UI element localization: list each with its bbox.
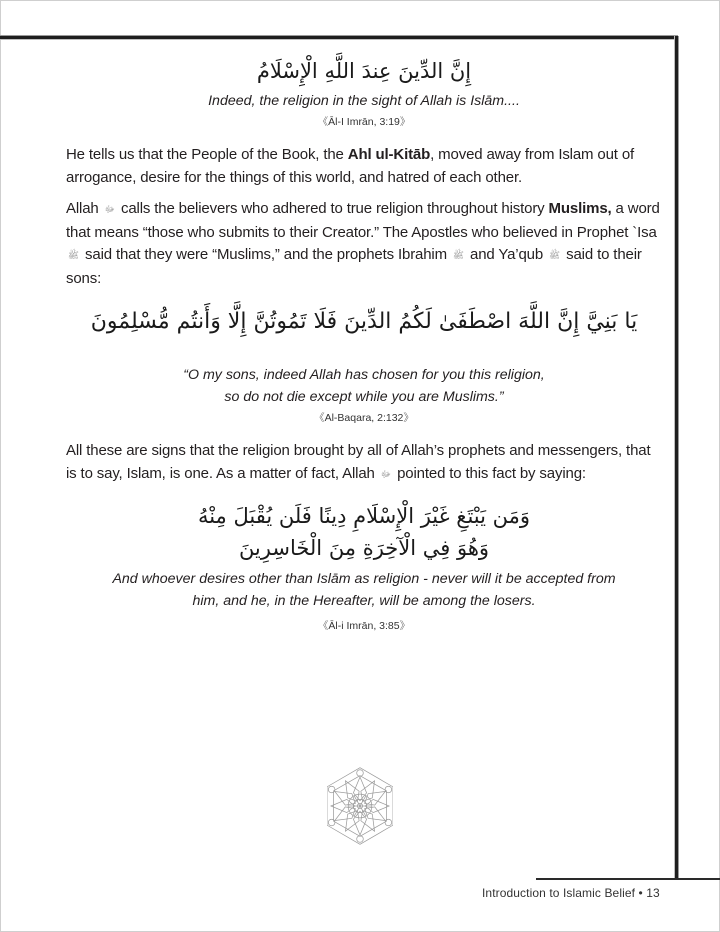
mandala-ornament-icon (327, 765, 393, 847)
frame-right-border (675, 36, 678, 879)
verse-reference: 《Āl-I Imrān, 3:19》 (317, 116, 411, 128)
honorific-icon: ﷺ (549, 251, 560, 261)
verse-block-2 (66, 302, 662, 426)
text: and Ya’qub (465, 246, 544, 263)
verse-translation-line: him, and he, in the Hereafter, will be among the losers. (192, 593, 536, 609)
page-footer (482, 886, 710, 900)
honorific-icon: ﷺ (453, 251, 464, 261)
text: He tells us that the People of the Book, the (66, 146, 348, 163)
text: said to their sons: (66, 246, 642, 287)
bold-term: Muslims, (548, 200, 612, 217)
text: a word that means “those who submits to their Creator.” The Apostles who believed in Prophet `Isa (66, 200, 660, 241)
honorific-icon: ﷻ (104, 205, 115, 215)
text: pointed to this fact by saying: (392, 464, 586, 482)
arabic-verse-line: وَهُوَ فِي الْآخِرَةِ مِنَ الْخَاسِرِينَ (238, 536, 490, 560)
paragraph-islam-is-one (66, 440, 662, 486)
paragraph-ahl-ul-kitab (66, 144, 662, 189)
bold-term: Ahl ul-Kitāb (347, 146, 431, 163)
verse-reference: 《Al-Baqara, 2:132》 (314, 412, 414, 424)
text: Allah (66, 200, 99, 217)
verse-block-3 (66, 500, 662, 634)
arabic-verse: يَا بَنِيَّ إِنَّ اللَّهَ اصْطَفَىٰ لَكُمُ الدِّينَ فَلَا تَمُوتُنَّ إِلَّا وَأَنتُم مُّسْلِمُونَ (90, 309, 638, 334)
text: All these are signs that the religion brought by all of Allah’s prophets and messengers, that is to say, Islam, is one. As a matter of fact, Allah (66, 442, 651, 482)
separator-dot: • (638, 886, 643, 900)
arabic-verse-line: وَمَن يَبْتَغِ غَيْرَ الْإِسْلَامِ دِينًا فَلَن يُقْبَلَ مِنْهُ (197, 504, 531, 528)
verse-translation-line: And whoever desires other than Islām as religion - never will it be accepted from (112, 571, 616, 587)
frame-top-border (0, 36, 678, 39)
footer-rule (536, 878, 720, 880)
verse-translation: Indeed, the religion in the sight of Allah is Islām.... (208, 93, 520, 109)
arabic-verse: إِنَّ الدِّينَ عِندَ اللَّهِ الْإِسْلَامُ (256, 59, 472, 83)
book-title: Introduction to Islamic Belief (482, 886, 636, 900)
honorific-icon: ﷺ (68, 251, 79, 261)
verse-translation-line: “O my sons, indeed Allah has chosen for you this religion, (183, 367, 545, 383)
verse-translation-line: so do not die except while you are Muslims.” (224, 389, 504, 405)
verse-reference: 《Āl-i Imrān, 3:85》 (317, 620, 411, 632)
paragraph-muslims (66, 198, 662, 290)
page-content (66, 54, 662, 634)
page-number: 13 (646, 886, 660, 900)
honorific-icon: ﷻ (380, 469, 391, 480)
text: said that they were “Muslims,” and the prophets Ibrahim (80, 246, 447, 263)
text: , moved away from Islam out of arrogance, desire for the things of this world, and hatred of each other. (66, 146, 635, 186)
text: calls the believers who adhered to true religion throughout history (116, 200, 549, 217)
verse-block-1 (66, 54, 662, 130)
